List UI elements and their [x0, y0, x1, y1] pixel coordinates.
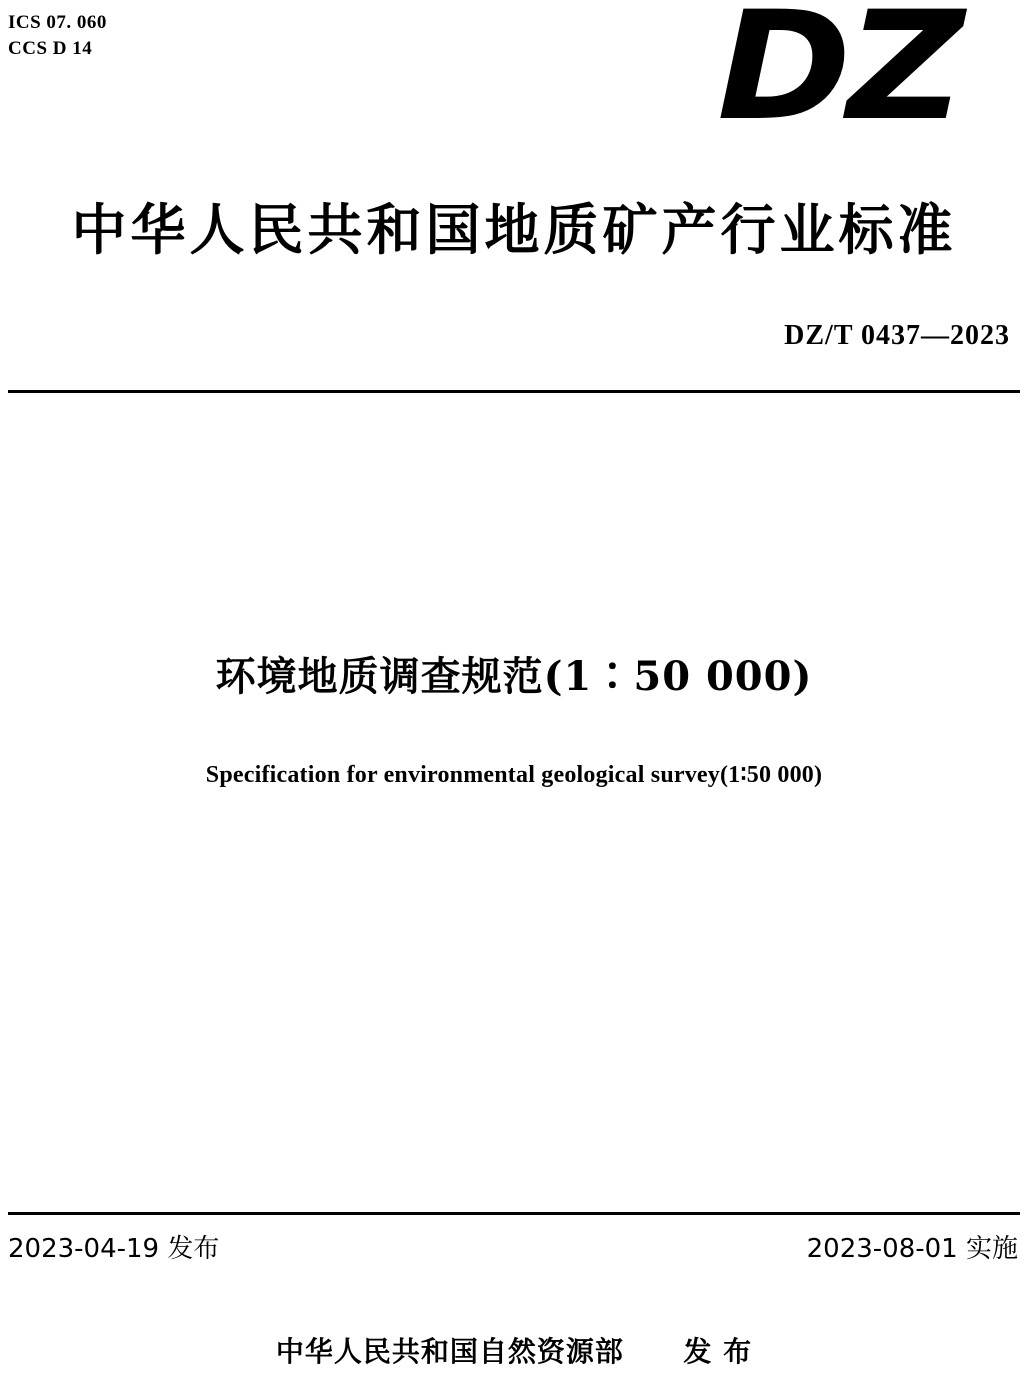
document-title-english: Specification for environmental geological survey(1∶50 000) [205, 762, 823, 788]
publisher-action: 发 布 [683, 1335, 753, 1368]
standard-number: DZ/T 0437—2023 [784, 320, 1010, 351]
effective-date: 2023-08-01 实施 [806, 1234, 1018, 1264]
publisher-line [0, 1330, 1028, 1370]
document-title-chinese: 环境地质调查规范(1∶50 000) [215, 653, 813, 700]
divider-top [8, 390, 1020, 393]
dz-logo: DZ [716, 0, 960, 154]
national-standard-heading: 中华人民共和国地质矿产行业标准 [71, 198, 957, 262]
classification-codes [8, 10, 107, 61]
divider-bottom [8, 1212, 1020, 1215]
ics-code: ICS 07. 060 [8, 12, 107, 33]
issue-date: 2023-04-19 发布 [8, 1234, 220, 1264]
ccs-code: CCS D 14 [8, 37, 93, 59]
publisher-name: 中华人民共和国自然资源部 [275, 1335, 624, 1368]
